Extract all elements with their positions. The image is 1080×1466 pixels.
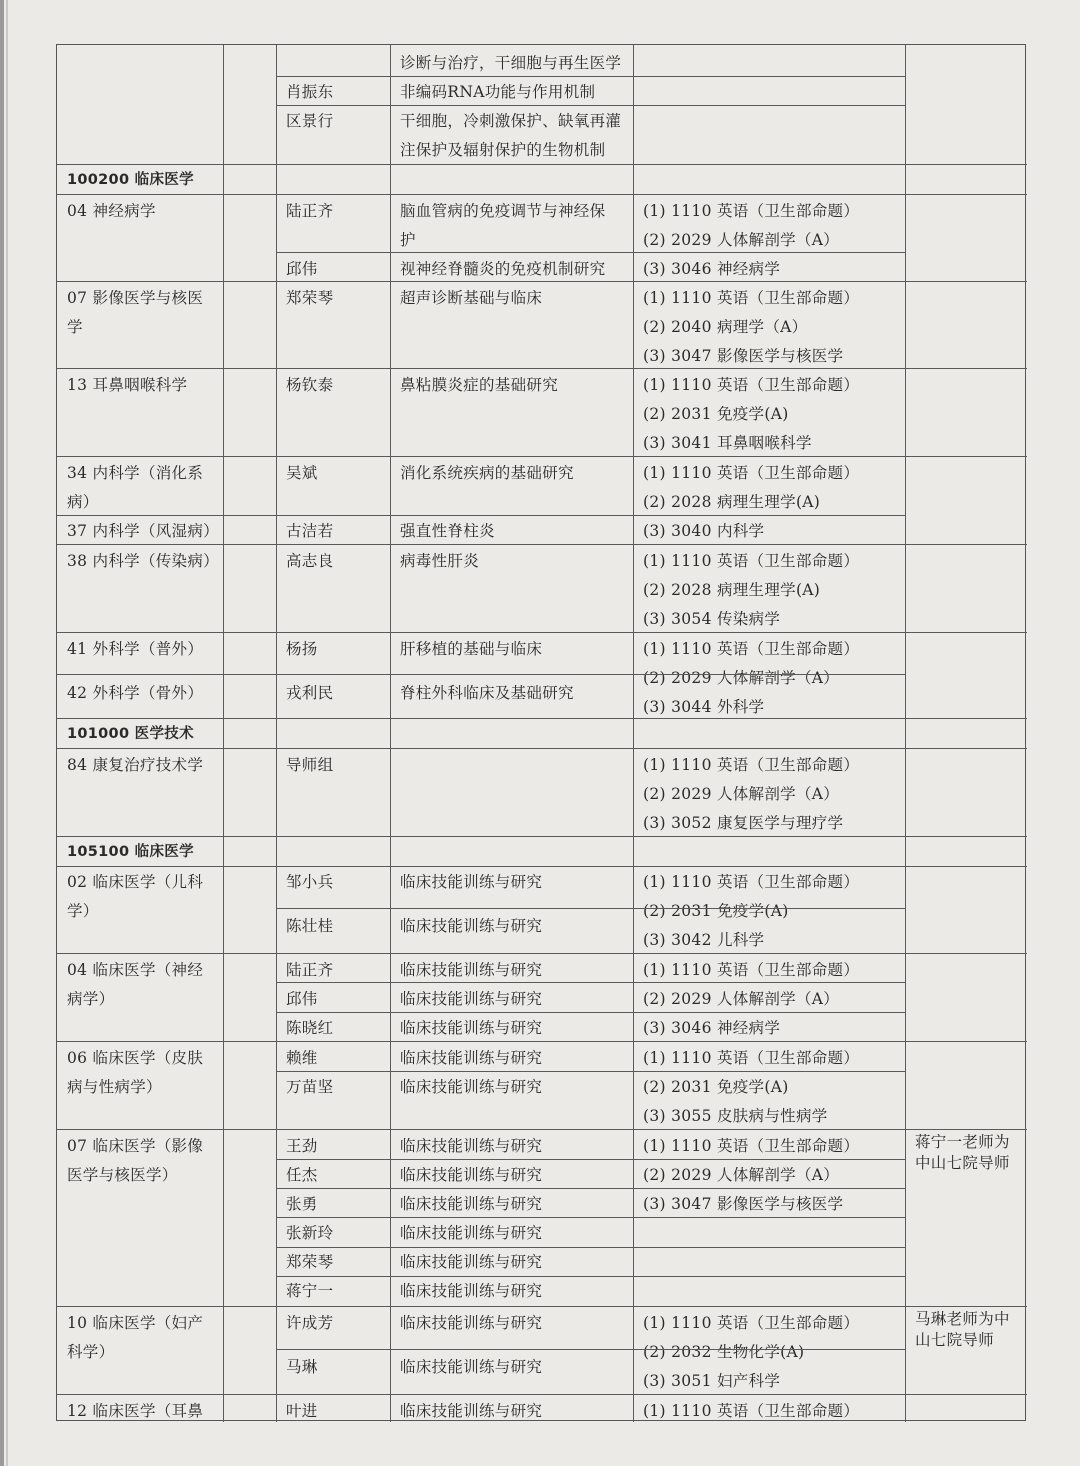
research-direction: 脑血管病的免疫调节与神经保 xyxy=(400,202,606,220)
remark-note: 山七院导师 xyxy=(915,1331,995,1349)
advisor-name: 许成芳 xyxy=(286,1314,334,1332)
major-name: 科学） xyxy=(67,1343,115,1361)
column-rule-major xyxy=(223,45,224,1422)
row-rule xyxy=(57,1129,1027,1130)
advisor-row-rule xyxy=(276,982,905,983)
exam-subject: (2) 2029 人体解剖学（A） xyxy=(643,669,840,687)
advisor-name: 肖振东 xyxy=(286,83,334,101)
exam-subject: (3) 3055 皮肤病与性病学 xyxy=(643,1107,828,1125)
row-rule xyxy=(57,953,1027,954)
advisor-name: 戎利民 xyxy=(286,683,334,702)
research-direction: 肝移植的基础与临床 xyxy=(400,640,543,658)
row-rule xyxy=(57,718,1027,719)
advisor-name: 邱伟 xyxy=(286,260,318,278)
advisor-row-rule xyxy=(276,674,905,675)
advisor-name: 区景行 xyxy=(286,112,334,130)
research-direction: 消化系统疾病的基础研究 xyxy=(400,464,574,482)
advisor-name: 任杰 xyxy=(286,1166,318,1184)
major-name: 04 神经病学 xyxy=(67,202,156,220)
exam-subject: (3) 3041 耳鼻咽喉科学 xyxy=(643,434,812,452)
major-name: 07 影像医学与核医 xyxy=(67,289,204,307)
advisor-name: 杨扬 xyxy=(286,640,318,658)
research-direction: 临床技能训练与研究 xyxy=(400,1078,543,1096)
advisor-name: 马琳 xyxy=(286,1357,318,1376)
exam-subject: (3) 3052 康复医学与理疗学 xyxy=(643,814,844,832)
major-name: 病与性病学） xyxy=(67,1078,162,1096)
advisor-row-rule xyxy=(276,1276,905,1277)
exam-subject: (2) 2031 免疫学(A) xyxy=(643,405,789,423)
exam-subject: (3) 3046 神经病学 xyxy=(643,1019,781,1037)
row-rule xyxy=(57,164,1027,165)
advisor-row-rule xyxy=(276,1159,905,1160)
research-direction: 临床技能训练与研究 xyxy=(400,1224,543,1242)
major-name: 10 临床医学（妇产 xyxy=(67,1314,204,1332)
research-direction: 临床技能训练与研究 xyxy=(400,873,543,891)
exam-subject: (2) 2029 人体解剖学（A） xyxy=(643,231,840,249)
row-rule xyxy=(57,1394,1027,1395)
exam-subject: (1) 1110 英语（卫生部命题） xyxy=(643,202,860,220)
row-rule xyxy=(276,105,905,106)
column-rule-exam xyxy=(905,45,906,1422)
major-name: 13 耳鼻咽喉科学 xyxy=(67,376,188,394)
research-direction: 护 xyxy=(400,231,416,249)
advisor-name: 张新玲 xyxy=(286,1224,334,1242)
exam-subject: (2) 2032 生物化学(A) xyxy=(643,1343,805,1361)
advisor-name: 万苗坚 xyxy=(286,1078,334,1096)
section-header: 100200 临床医学 xyxy=(67,172,194,188)
research-direction: 脊柱外科临床及基础研究 xyxy=(400,683,574,702)
advisor-row-rule xyxy=(276,515,905,516)
exam-subject: (1) 1110 英语（卫生部命题） xyxy=(643,1402,860,1420)
row-rule xyxy=(276,76,905,77)
exam-subject: (1) 1110 英语（卫生部命题） xyxy=(643,289,860,307)
advisor-name: 赖维 xyxy=(286,1049,318,1067)
advisor-name: 邱伟 xyxy=(286,990,318,1008)
advisor-row-rule xyxy=(276,1247,905,1248)
major-name: 02 临床医学（儿科 xyxy=(67,873,204,891)
research-direction: 诊断与治疗，干细胞与再生医学 xyxy=(400,54,622,72)
row-rule xyxy=(57,1041,1027,1042)
major-name: 84 康复治疗技术学 xyxy=(67,756,204,774)
research-direction: 临床技能训练与研究 xyxy=(400,1137,543,1155)
research-direction: 临床技能训练与研究 xyxy=(400,990,543,1008)
exam-subject: (1) 1110 英语（卫生部命题） xyxy=(643,376,860,394)
section-header: 101000 医学技术 xyxy=(67,726,194,742)
research-direction: 临床技能训练与研究 xyxy=(400,1253,543,1271)
major-name: 学 xyxy=(67,318,83,336)
research-direction: 临床技能训练与研究 xyxy=(400,916,543,935)
exam-subject: (3) 3044 外科学 xyxy=(643,698,765,716)
major-name: 病） xyxy=(67,493,99,511)
research-direction: 视神经脊髓炎的免疫机制研究 xyxy=(400,260,606,278)
exam-subject: (1) 1110 英语（卫生部命题） xyxy=(643,1049,860,1067)
row-rule xyxy=(57,866,1027,867)
advisor-row-rule xyxy=(276,1217,905,1218)
major-row-rule xyxy=(57,515,276,516)
exam-subject: (3) 3040 内科学 xyxy=(643,522,765,540)
left-edge-shadow xyxy=(0,0,4,1466)
exam-subject: (2) 2029 人体解剖学（A） xyxy=(643,1166,840,1184)
major-row-rule xyxy=(57,674,276,675)
exam-subject: (3) 3047 影像医学与核医学 xyxy=(643,347,844,365)
advisor-name: 陈壮桂 xyxy=(286,916,334,935)
major-name: 34 内科学（消化系 xyxy=(67,464,204,482)
exam-subject: (2) 2028 病理生理学(A) xyxy=(643,581,821,599)
research-direction: 超声诊断基础与临床 xyxy=(400,289,543,307)
research-direction: 临床技能训练与研究 xyxy=(400,961,543,979)
major-name: 病学） xyxy=(67,990,115,1008)
exam-subject: (3) 3046 神经病学 xyxy=(643,260,781,278)
advisor-row-rule xyxy=(276,1071,905,1072)
research-direction: 临床技能训练与研究 xyxy=(400,1357,543,1376)
major-name: 04 临床医学（神经 xyxy=(67,961,204,979)
exam-subject: (1) 1110 英语（卫生部命题） xyxy=(643,1314,860,1332)
left-edge-highlight xyxy=(6,0,8,1466)
research-direction: 病毒性肝炎 xyxy=(400,552,480,570)
advisor-name: 陆正齐 xyxy=(286,202,334,220)
remark-note: 马琳老师为中 xyxy=(915,1310,1010,1328)
major-name: 07 临床医学（影像 xyxy=(67,1137,204,1155)
research-direction: 临床技能训练与研究 xyxy=(400,1282,543,1300)
advisor-name: 叶进 xyxy=(286,1402,318,1420)
advisor-row-rule xyxy=(276,1349,905,1350)
advisor-name: 杨钦泰 xyxy=(286,376,334,394)
row-rule xyxy=(57,748,1027,749)
exam-subject: (1) 1110 英语（卫生部命题） xyxy=(643,873,860,891)
exam-subject: (1) 1110 英语（卫生部命题） xyxy=(643,1137,860,1155)
row-rule xyxy=(57,632,1027,633)
advisor-name: 郑荣琴 xyxy=(286,1253,334,1271)
research-direction: 临床技能训练与研究 xyxy=(400,1019,543,1037)
exam-subject: (3) 3042 儿科学 xyxy=(643,931,765,949)
advisor-name: 张勇 xyxy=(286,1195,318,1213)
advisor-row-rule xyxy=(276,908,905,909)
advisor-name: 陈晓红 xyxy=(286,1019,334,1037)
exam-subject: (1) 1110 英语（卫生部命题） xyxy=(643,464,860,482)
research-direction: 临床技能训练与研究 xyxy=(400,1166,543,1184)
exam-subject: (1) 1110 英语（卫生部命题） xyxy=(643,756,860,774)
row-rule xyxy=(57,544,1027,545)
admissions-table xyxy=(56,44,1026,1421)
research-direction: 非编码RNA功能与作用机制 xyxy=(400,83,596,101)
row-rule xyxy=(57,456,1027,457)
advisor-row-rule xyxy=(276,252,905,253)
major-name: 37 内科学（风湿病） xyxy=(67,522,219,540)
row-rule xyxy=(57,1306,1027,1307)
exam-subject: (2) 2029 人体解剖学（A） xyxy=(643,785,840,803)
exam-subject: (1) 1110 英语（卫生部命题） xyxy=(643,552,860,570)
exam-subject: (2) 2031 免疫学(A) xyxy=(643,902,789,920)
row-rule xyxy=(57,836,1027,837)
advisor-name: 导师组 xyxy=(286,756,334,774)
major-name: 学） xyxy=(67,902,99,920)
advisor-row-rule xyxy=(276,1188,905,1189)
advisor-name: 陆正齐 xyxy=(286,961,334,979)
research-direction: 鼻粘膜炎症的基础研究 xyxy=(400,376,559,394)
advisor-name: 王劲 xyxy=(286,1137,318,1155)
exam-subject: (3) 3051 妇产科学 xyxy=(643,1372,781,1390)
major-name: 12 临床医学（耳鼻 xyxy=(67,1402,204,1420)
advisor-row-rule xyxy=(276,1012,905,1013)
advisor-name: 郑荣琴 xyxy=(286,289,334,307)
research-direction: 临床技能训练与研究 xyxy=(400,1402,543,1420)
research-direction: 强直性脊柱炎 xyxy=(400,522,495,540)
exam-subject: (3) 3054 传染病学 xyxy=(643,610,781,628)
remark-note: 蒋宁一老师为 xyxy=(915,1133,1010,1151)
advisor-name: 蒋宁一 xyxy=(286,1282,334,1300)
research-direction: 临床技能训练与研究 xyxy=(400,1314,543,1332)
exam-subject: (1) 1110 英语（卫生部命题） xyxy=(643,640,860,658)
research-direction: 临床技能训练与研究 xyxy=(400,1195,543,1213)
major-name: 医学与核医学） xyxy=(67,1166,178,1184)
advisor-name: 古洁若 xyxy=(286,522,334,540)
remark-note: 中山七院导师 xyxy=(915,1154,1010,1172)
exam-subject: (2) 2040 病理学（A） xyxy=(643,318,808,336)
research-direction: 注保护及辐射保护的生物机制 xyxy=(400,141,606,159)
major-name: 38 内科学（传染病） xyxy=(67,552,219,570)
advisor-name: 吴斌 xyxy=(286,464,318,482)
section-header: 105100 临床医学 xyxy=(67,844,194,860)
major-name: 42 外科学（骨外） xyxy=(67,683,204,702)
row-rule xyxy=(57,194,1027,195)
major-name: 06 临床医学（皮肤 xyxy=(67,1049,204,1067)
major-name: 41 外科学（普外） xyxy=(67,640,204,658)
exam-subject: (2) 2031 免疫学(A) xyxy=(643,1078,789,1096)
exam-subject: (2) 2028 病理生理学(A) xyxy=(643,493,821,511)
advisor-name: 邹小兵 xyxy=(286,873,334,891)
research-direction: 临床技能训练与研究 xyxy=(400,1049,543,1067)
exam-subject: (3) 3047 影像医学与核医学 xyxy=(643,1195,844,1213)
advisor-name: 高志良 xyxy=(286,552,334,570)
research-direction: 干细胞，冷刺激保护、缺氧再灌 xyxy=(400,112,622,130)
row-rule xyxy=(57,281,1027,282)
exam-subject: (1) 1110 英语（卫生部命题） xyxy=(643,961,860,979)
row-rule xyxy=(57,368,1027,369)
exam-subject: (2) 2029 人体解剖学（A） xyxy=(643,990,840,1008)
